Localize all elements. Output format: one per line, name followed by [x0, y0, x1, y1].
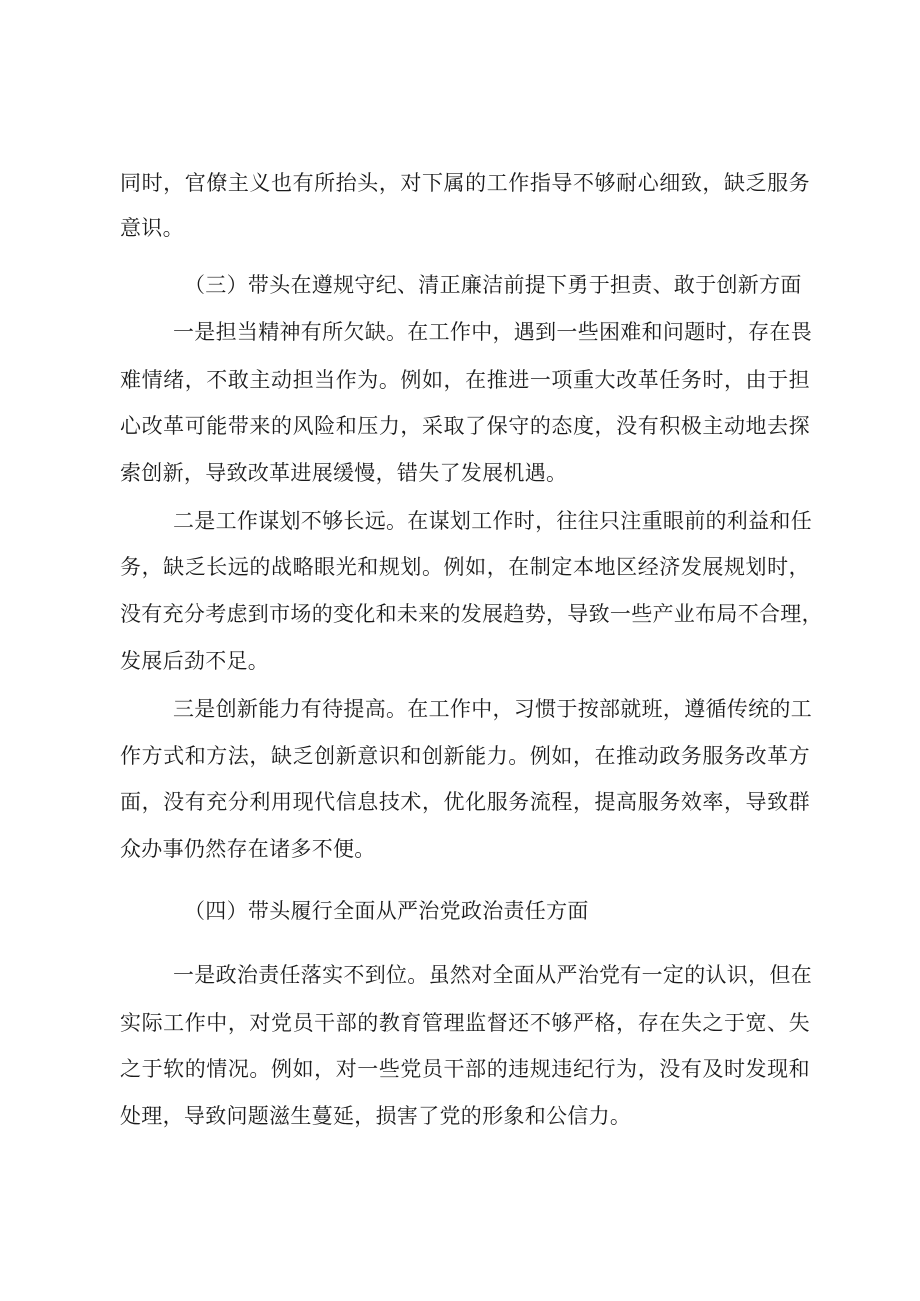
text-line: 之于软的情况。例如，对一些党员干部的违规违纪行为，没有及时发现和: [120, 1057, 810, 1081]
text-line: 面，没有充分利用现代信息技术，优化服务流程，提高服务效率，导致群: [120, 790, 810, 814]
paragraph-first-line: 三是创新能力有待提高。在工作中，习惯于按部就班，遵循传统的工: [173, 697, 812, 721]
text-line: 作方式和方法，缺乏创新意识和创新能力。例如，在推动政务服务改革方: [120, 744, 810, 768]
text-line: 处理，导致问题滋生蔓延，损害了党的形象和公信力。: [120, 1104, 632, 1128]
text-line: 发展后劲不足。: [120, 649, 270, 673]
text-line: 务，缺乏长远的战略眼光和规划。例如，在制定本地区经济发展规划时，: [120, 555, 810, 579]
text-line: 意识。: [120, 216, 184, 240]
section-heading: （三）带头在遵规守纪、清正廉洁前提下勇于担责、敢于创新方面: [184, 273, 802, 297]
paragraph-first-line: 二是工作谋划不够长远。在谋划工作时，往往只注重眼前的利益和任: [173, 509, 812, 533]
text-line: 没有充分考虑到市场的变化和未来的发展趋势，导致一些产业布局不合理，: [120, 602, 823, 626]
paragraph-first-line: 一是政治责任落实不到位。虽然对全面从严治党有一定的认识，但在: [173, 963, 812, 987]
text-line: 心改革可能带来的风险和压力，采取了保守的态度，没有积极主动地去探: [120, 414, 810, 438]
text-line: 索创新，导致改革进展缓慢，错失了发展机遇。: [120, 461, 568, 485]
text-line: 同时，官僚主义也有所抬头，对下属的工作指导不够耐心细致，缺乏服务: [120, 171, 810, 195]
text-line: 众办事仍然存在诸多不便。: [120, 837, 376, 861]
text-line: 实际工作中，对党员干部的教育管理监督还不够严格，存在失之于宽、失: [120, 1011, 810, 1035]
text-line: 难情绪，不敢主动担当作为。例如，在推进一项重大改革任务时，由于担: [120, 368, 810, 392]
section-heading: （四）带头履行全面从严治党政治责任方面: [184, 899, 589, 923]
paragraph-first-line: 一是担当精神有所欠缺。在工作中，遇到一些困难和问题时，存在畏: [173, 320, 812, 344]
